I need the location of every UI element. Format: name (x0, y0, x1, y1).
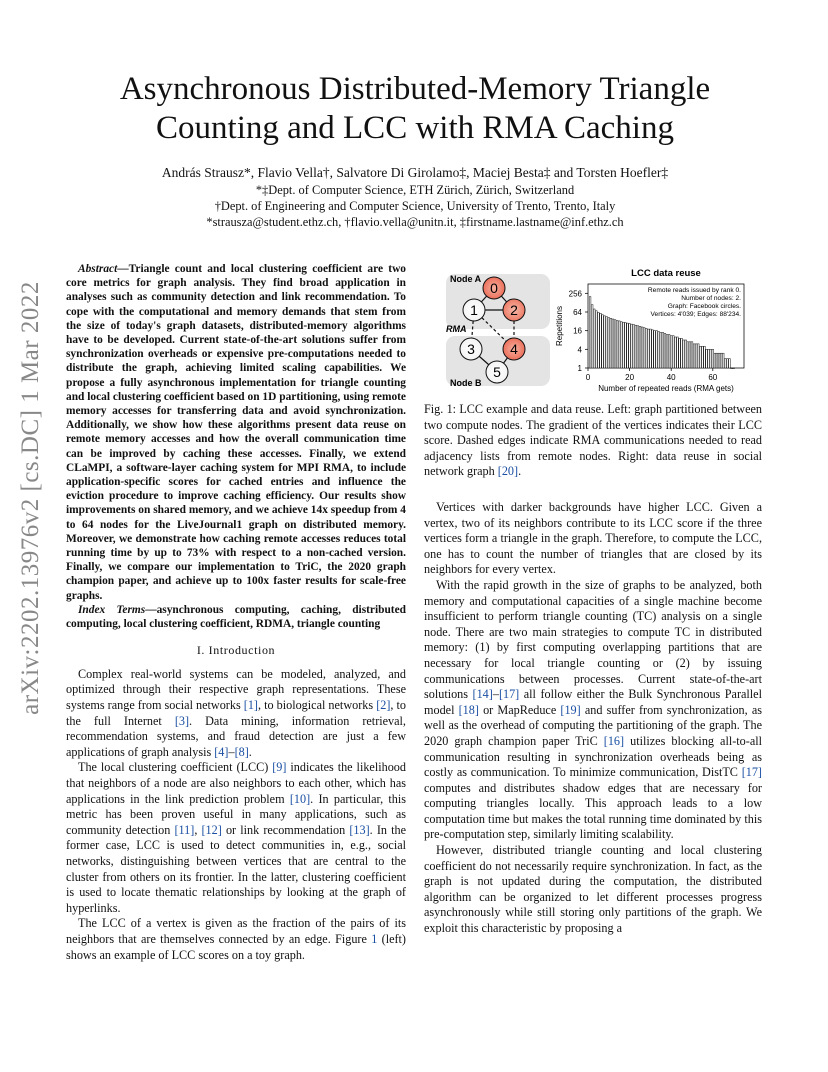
chart-bar (714, 353, 716, 368)
paragraph-text: and suffer from synchronization, as well as the overhead of computing the partitioning of the graph. The 2020 graph champion paper TriC (424, 702, 762, 748)
graph-node-2-label: 2 (510, 302, 518, 318)
paragraph-text: . Data mining, information retrieval, recommendation systems, and fraud detection are just a few applications of graph analysis (66, 713, 406, 759)
citation-link[interactable]: [13] (349, 822, 370, 837)
citation-link[interactable]: [4] (214, 744, 229, 759)
paragraph-text: . (248, 744, 252, 759)
paragraph-text: With the rapid growth in the size of graphs to be analyzed, both memory and computational capacities of a single machine become insufficient to perform triangle counting (TC) analysis on a single node. There are two main strategies to compute TC in distributed memory: (1) by first computing overlapping partitions that are necessary for local triangle counting or (2) by issuing communications between processes. Current state-of-the-art solutions (424, 577, 762, 702)
affiliation-eth: *‡Dept. of Computer Science, ETH Zürich, Zürich, Switzerland (255, 183, 575, 197)
paragraph-text: , to the full Internet (66, 698, 406, 728)
chart-bar (650, 329, 652, 368)
x-tick-label: 20 (625, 373, 635, 382)
chart-bar (620, 322, 622, 368)
chart-bar (647, 329, 649, 368)
chart-bar (695, 344, 697, 368)
chart-bar (654, 331, 656, 368)
chart-bar (722, 353, 724, 368)
paragraph-text: . (518, 464, 522, 479)
abstract-text: —Triangle count and local clustering coefficient are two core metrics for graph analysis. They find broad application in analyses such as community detection and link recommendation. To cope with the computational and memory demands that stem from the size of today's graph datasets, distributed-memory algorithms have to be developed. Current state-of-the-art solutions suffer from synchronization overheads or expensive pre-computations needed to distribute the graph, achieving limited scaling capabilities. We propose a fully asynchronous implementation for triangle counting and local clustering coefficient based on 1D partitioning, using remote memory accesses for transferring data and avoid synchronization. Additionally, we show how these algorithms present data reuse on remote memory accesses and how the overall communication time can be improved by caching these accesses. Finally, we extend CLaMPI, a software-layer caching system for MPI RMA, to include application-specific scores for cached entries and influence the eviction procedure to improve caching efficiency. Our results show improvements on shared memory, and we achieve 14x speedup from 4 to 64 nodes for the LiveJournal1 graph on distributed memory. Moreover, we demonstrate how caching remote accesses reduces total running time by up to 73% with respect to a non-cached version. Finally, we compare our implementation to TriC, the 2020 graph champion paper, and achieve up to 100x faster results for scale-free graphs. (66, 263, 406, 602)
chart-annotation: Remote reads issued by rank 0. (647, 287, 741, 294)
citation-link[interactable]: [18] (458, 702, 479, 717)
chart-bar (623, 322, 625, 368)
chart-bar (595, 311, 597, 368)
citation-link[interactable]: [9] (272, 760, 287, 775)
paragraph (66, 760, 406, 916)
graph-node-3-label: 3 (467, 341, 475, 357)
citation-link[interactable]: [14] (472, 687, 493, 702)
chart-bar (672, 336, 674, 368)
chart-bar (639, 326, 641, 368)
chart-bar (666, 335, 668, 368)
graph-node-4-label: 4 (510, 341, 518, 357)
chart-bar (716, 353, 718, 368)
caption-text (424, 402, 762, 480)
x-tick-label: 0 (585, 373, 591, 382)
introduction-body (66, 667, 406, 963)
paragraph (424, 500, 762, 578)
chart-bar (718, 353, 720, 368)
x-tick-label: 60 (708, 373, 718, 382)
y-tick-label: 1 (577, 364, 582, 373)
section-heading-introduction: I. Introduction (196, 643, 276, 658)
chart-bar (604, 316, 606, 368)
chart-bar (704, 346, 706, 368)
chart-bar (699, 346, 701, 368)
author-emails: *strausza@student.ethz.ch, †flavio.vella@unitn.it, ‡firstname.lastname@inf.ethz.ch (206, 215, 624, 229)
index-terms (66, 603, 406, 631)
citation-link[interactable]: [17] (741, 765, 762, 780)
paragraph (66, 667, 406, 761)
citation-link[interactable]: 1 (371, 931, 378, 946)
abstract-label: Abstract (78, 263, 118, 275)
chart-title: LCC data reuse (631, 268, 701, 279)
chart-bar (616, 321, 618, 368)
chart-bar (606, 317, 608, 368)
chart-bar (720, 353, 722, 368)
paragraph-text: utilizes blocking all-to-all communication resulting in synchronization overheads being as costly as communication. To minimize communication, DistTC (424, 733, 762, 780)
paper-title: Asynchronous Distributed-Memory Triangle Counting and LCC with RMA Caching (119, 71, 711, 146)
paragraph-text: – (228, 744, 235, 759)
chart-bar (635, 325, 637, 368)
chart-bar (687, 342, 689, 368)
chart-bar (625, 323, 627, 368)
lcc-data-reuse-chart (555, 268, 744, 393)
paragraph (424, 843, 762, 937)
y-tick-label: 256 (568, 289, 582, 299)
chart-bar (729, 359, 731, 368)
y-tick-label: 4 (577, 345, 582, 355)
paragraph-text: all follow either the Bulk Synchronous Parallel model (424, 687, 762, 717)
chart-x-axis-label: Number of repeated reads (RMA gets) (598, 384, 734, 393)
citation-link[interactable]: [3] (174, 713, 190, 728)
right-column-body (424, 500, 762, 937)
figure-1-caption (424, 402, 762, 480)
paragraph-text: Vertices with darker backgrounds have higher LCC. Given a vertex, two of its neighbors contribute to its LCC score if the three vertices form a triangle in the graph. Therefore, to compute the LCC, one has to count the number of triangles that are closed by its neighbors for every vertex. (424, 500, 762, 577)
author-list: András Strausz*, Flavio Vella†, Salvatore Di Girolamo‡, Maciej Besta‡ and Torsten Hoefler‡ (161, 165, 669, 180)
chart-bar (618, 321, 620, 368)
paragraph-text: indicates the likelihood that neighbors of a node are also neighbors to each other, which has applications in the link prediction problem (66, 760, 406, 806)
node-a-label: Node A (450, 274, 482, 284)
chart-bar (681, 338, 683, 368)
chart-bar (633, 325, 635, 368)
chart-bar (641, 327, 643, 368)
chart-bar (685, 340, 687, 368)
paragraph-text: . In particular, this metric has been proven useful in many applications, such as community detection (66, 791, 406, 837)
y-tick-label: 16 (573, 326, 582, 336)
chart-bar (589, 297, 591, 368)
graph-node-0-label: 0 (490, 280, 498, 296)
paragraph-text: However, distributed triangle counting and local clustering coefficient do not necessarily require synchronization. In fact, as the graph is not updated during the computation, the distributed algorithm can be organized to let different processes progress asynchronously while still storing only partitions of the graph. We exploit this characteristic by proposing a (424, 843, 762, 936)
chart-bar (593, 309, 595, 368)
paragraph-text: , (194, 822, 202, 837)
chart-bar (668, 335, 670, 368)
chart-bar (614, 320, 616, 368)
citation-link[interactable]: [8] (234, 744, 249, 759)
paragraph-text: – (492, 687, 499, 702)
rma-label: RMA (446, 324, 467, 334)
citation-link[interactable]: [19] (560, 702, 581, 717)
chart-bar (612, 319, 614, 368)
paragraph (66, 916, 406, 963)
citation-link[interactable]: [10] (289, 791, 311, 806)
chart-bar (731, 368, 733, 369)
chart-annotation: Vertices: 4'039; Edges: 88'234. (650, 311, 741, 318)
citation-link[interactable]: [17] (498, 687, 520, 702)
chart-bar (631, 324, 633, 368)
chart-bar (602, 315, 604, 368)
chart-bar (675, 337, 677, 368)
figure-1-svg (424, 264, 762, 394)
node-b-label: Node B (450, 378, 482, 388)
chart-bar (643, 328, 645, 368)
chart-bar (670, 336, 672, 368)
affiliation-trento: †Dept. of Engineering and Computer Science, University of Trento, Trento, Italy (214, 199, 616, 213)
index-terms-label: Index Terms (78, 603, 146, 616)
chart-bar (658, 332, 660, 368)
abstract (66, 262, 406, 603)
x-tick-label: 40 (666, 373, 676, 382)
chart-bar (691, 342, 693, 368)
chart-bar (697, 344, 699, 368)
paragraph-text: computes and distributes shadow edges that are necessary for computing triangles locally. This approach leads to a low computation time but makes the total running time dominated by this pre-computation step, similarly limiting scalability. (424, 780, 762, 842)
paragraph-text: (left) shows an example of LCC scores on a toy graph. (66, 931, 406, 962)
paragraph (424, 578, 762, 843)
chart-bar (662, 332, 664, 368)
chart-bar (610, 318, 612, 368)
chart-bar (656, 331, 658, 368)
citation-link[interactable]: [20] (497, 464, 519, 479)
y-tick-label: 64 (573, 308, 582, 317)
citation-link[interactable]: [16] (603, 733, 625, 748)
chart-bar (689, 342, 691, 368)
chart-bar (724, 359, 726, 368)
chart-bar (733, 368, 735, 369)
chart-bar (712, 349, 714, 368)
chart-bar (683, 340, 685, 368)
chart-bar (708, 349, 710, 368)
citation-link[interactable]: [11] (174, 822, 195, 837)
paragraph-text: or MapReduce (478, 702, 561, 717)
chart-bar (600, 313, 602, 368)
chart-annotation: Number of nodes: 2. (681, 295, 741, 302)
chart-bar (693, 344, 695, 368)
paragraph-text: , to biological networks (257, 698, 377, 713)
graph-node-1-label: 1 (470, 302, 478, 318)
paragraph-text: The LCC of a vertex is given as the fraction of the pairs of its neighbors that are themselves connected by an edge. Figure (66, 916, 406, 946)
chart-bar (591, 305, 593, 368)
chart-bar (727, 359, 729, 368)
figure-1 (424, 264, 762, 394)
chart-annotation: Graph: Facebook circles. (667, 303, 741, 310)
chart-bar (702, 346, 704, 368)
paragraph-text: The local clustering coefficient (LCC) (78, 760, 273, 775)
arxiv-stamp (14, 281, 48, 715)
arxiv-id: arXiv:2202.13976v2 [cs.DC] 1 Mar 2022 (17, 281, 45, 715)
citation-link[interactable]: [12] (201, 822, 222, 837)
paragraph-text: Complex real-world systems can be modeled, analyzed, and optimized through their respective graph representations. These systems range from social networks (66, 666, 406, 713)
paragraph-text: . In the former case, LCC is used to detect communities in, e.g., social networks, distinguishing between vertices that are central to the cluster from others on its frontier. In the latter, clustering coefficient is used to locate thematic relationships by looking at the graph of hyperlinks. (66, 822, 407, 915)
citation-link[interactable]: [2] (376, 698, 391, 713)
chart-bar (677, 337, 679, 368)
left-column (66, 262, 406, 963)
chart-bar (645, 328, 647, 368)
chart-bar (608, 318, 610, 368)
citation-link[interactable]: [1] (243, 698, 258, 713)
chart-bar (710, 349, 712, 368)
paragraph-text: Fig. 1: LCC example and data reuse. Left: graph partitioned between two compute nodes. The gradient of the vertices indicates their LCC score. Dashed edges indicate RMA communications needed to read adjacency lists from remote nodes. Right: data reuse in social network graph (424, 402, 762, 479)
chart-bar (679, 338, 681, 368)
paragraph-text: or link recommendation (221, 822, 350, 837)
chart-bar (629, 324, 631, 368)
chart-bar (627, 323, 629, 368)
chart-bar (660, 332, 662, 368)
chart-bar (664, 333, 666, 368)
chart-bar (652, 330, 654, 368)
chart-bar (598, 312, 600, 368)
graph-node-5-label: 5 (493, 364, 501, 380)
index-terms-text: —asynchronous computing, caching, distributed computing, local clustering coefficient, RDMA, triangle counting (66, 603, 406, 631)
chart-bar (706, 349, 708, 368)
chart-y-axis-label: Repetitions (555, 305, 564, 347)
chart-bar (637, 326, 639, 368)
